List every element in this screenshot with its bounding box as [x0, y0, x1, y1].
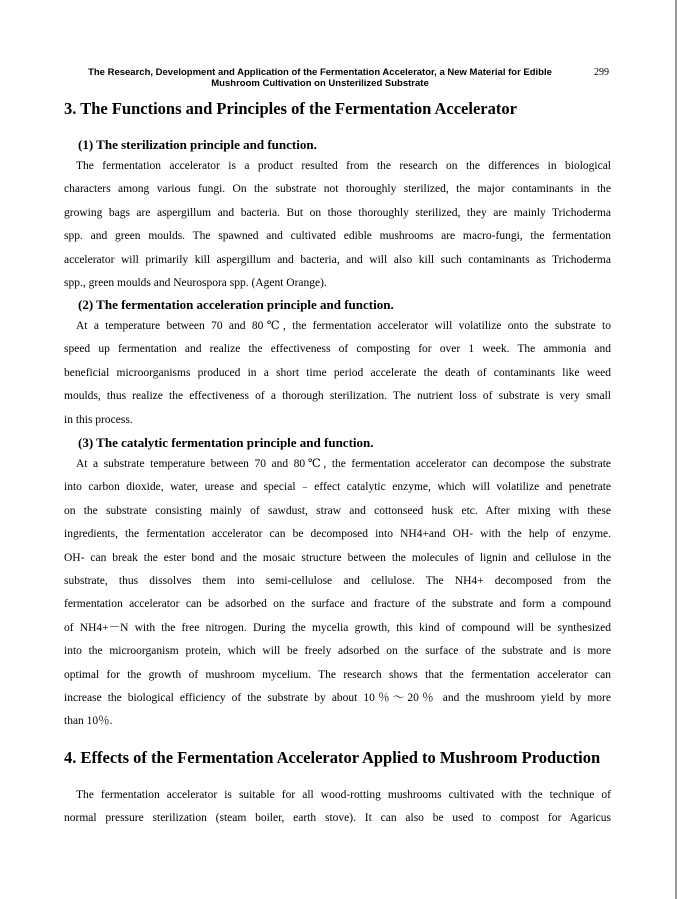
- paragraph-line: moulds, thus realize the effectiveness of a thorough sterilization. The nutrient loss of substrate is very small: [64, 390, 611, 403]
- paragraph-line: spp., green moulds and Neurospora spp. (Agent Orange).: [64, 276, 327, 289]
- subsection-2-heading: (2) The fermentation acceleration principle and function.: [78, 297, 394, 312]
- running-title-line-1: The Research, Development and Application of the Fermentation Accelerator, a New Material for Edible: [88, 67, 552, 78]
- page-number: 299: [594, 67, 609, 78]
- section-4-paragraph: [64, 784, 611, 831]
- paragraph-line: accelerator will primarily kill aspergillum and bacteria, and will also kill such contaminants as Trichoderma: [64, 253, 611, 266]
- paragraph-line: The fermentation accelerator is a product resulted from the research on the differences in biological: [76, 160, 611, 172]
- running-header: [60, 67, 580, 89]
- paragraph-line: than 10％.: [64, 715, 113, 728]
- paragraph-line: fermentation accelerator can be adsorbed on the surface and fracture of the substrate and form a compound: [64, 598, 611, 611]
- paragraph-line: spp. and green moulds. The spawned and cultivated edible mushrooms are macro-fungi, the fermentation: [64, 230, 611, 243]
- paragraph-line: At a temperature between 70 and 80℃, the fermentation accelerator will volatilize onto the substrate to: [76, 320, 611, 332]
- paragraph-line: At a substrate temperature between 70 and 80℃, the fermentation accelerator can decompose the substrate: [76, 458, 611, 470]
- subsection-1-heading: (1) The sterilization principle and function.: [78, 137, 317, 152]
- paragraph-line: growing bags are aspergillum and bacteria. But on those thoroughly sterilized, they are mainly Trichoderma: [64, 206, 611, 219]
- paragraph-line: normal pressure sterilization (steam boiler, earth stove). It can also be used to compost for Agaricus: [64, 812, 611, 825]
- paragraph-line: characters among various fungi. On the substrate not thoroughly sterilized, the major contaminants in the: [64, 183, 611, 196]
- paragraph-line: into the microorganism protein, which will be freely adsorbed on the surface of the substrate and is more: [64, 645, 611, 658]
- paragraph-line: of NH4+－N with the free nitrogen. During the mycelia growth, this kind of compound will be synthesized: [64, 621, 611, 634]
- paragraph-line: OH- can break the ester bond and the mosaic structure between the molecules of lignin and cellulose in the: [64, 551, 611, 564]
- paragraph-line: into carbon dioxide, water, urease and special﹣effect catalytic enzyme, which will volatilize and penetrate: [64, 481, 611, 494]
- paragraph-line: substrate, thus dissolves them into semi-cellulose and cellulose. The NH4+ decomposed from the: [64, 574, 611, 587]
- running-title-line-2: Mushroom Cultivation on Unsterilized Substrate: [211, 78, 429, 89]
- paragraph-line: beneficial microorganisms produced in a short time period accelerate the death of contaminants like weed: [64, 366, 611, 379]
- paragraph-line: The fermentation accelerator is suitable for all wood-rotting mushrooms cultivated with the technique of: [76, 789, 611, 801]
- paragraph-line: in this process.: [64, 413, 133, 426]
- section-3-title: 3. The Functions and Principles of the Fermentation Accelerator: [64, 99, 517, 118]
- section-4-title: 4. Effects of the Fermentation Accelerator Applied to Mushroom Production: [64, 748, 601, 767]
- paragraph-line: speed up fermentation and realize the effectiveness of composting for over 1 week. The ammonia and: [64, 343, 611, 356]
- paragraph-line: on the substrate consisting mainly of sawdust, straw and cottonseed husk etc. After mixing with these: [64, 504, 611, 517]
- sterilization-paragraph: [64, 155, 611, 295]
- fermentation-acceleration-paragraph: [64, 315, 611, 432]
- paragraph-line: ingredients, the fermentation accelerator can be decomposed into NH4+and OH- with the help of enzyme.: [64, 528, 611, 541]
- paragraph-line: optimal for the growth of mushroom mycelium. The research shows that the fermentation accelerator can: [64, 668, 611, 681]
- catalytic-fermentation-paragraph: [64, 453, 611, 734]
- subsection-3-heading: (3) The catalytic fermentation principle and function.: [78, 435, 374, 450]
- paragraph-line: increase the biological efficiency of the substrate by about 10％～20％ and the mushroom yield by more: [64, 691, 611, 704]
